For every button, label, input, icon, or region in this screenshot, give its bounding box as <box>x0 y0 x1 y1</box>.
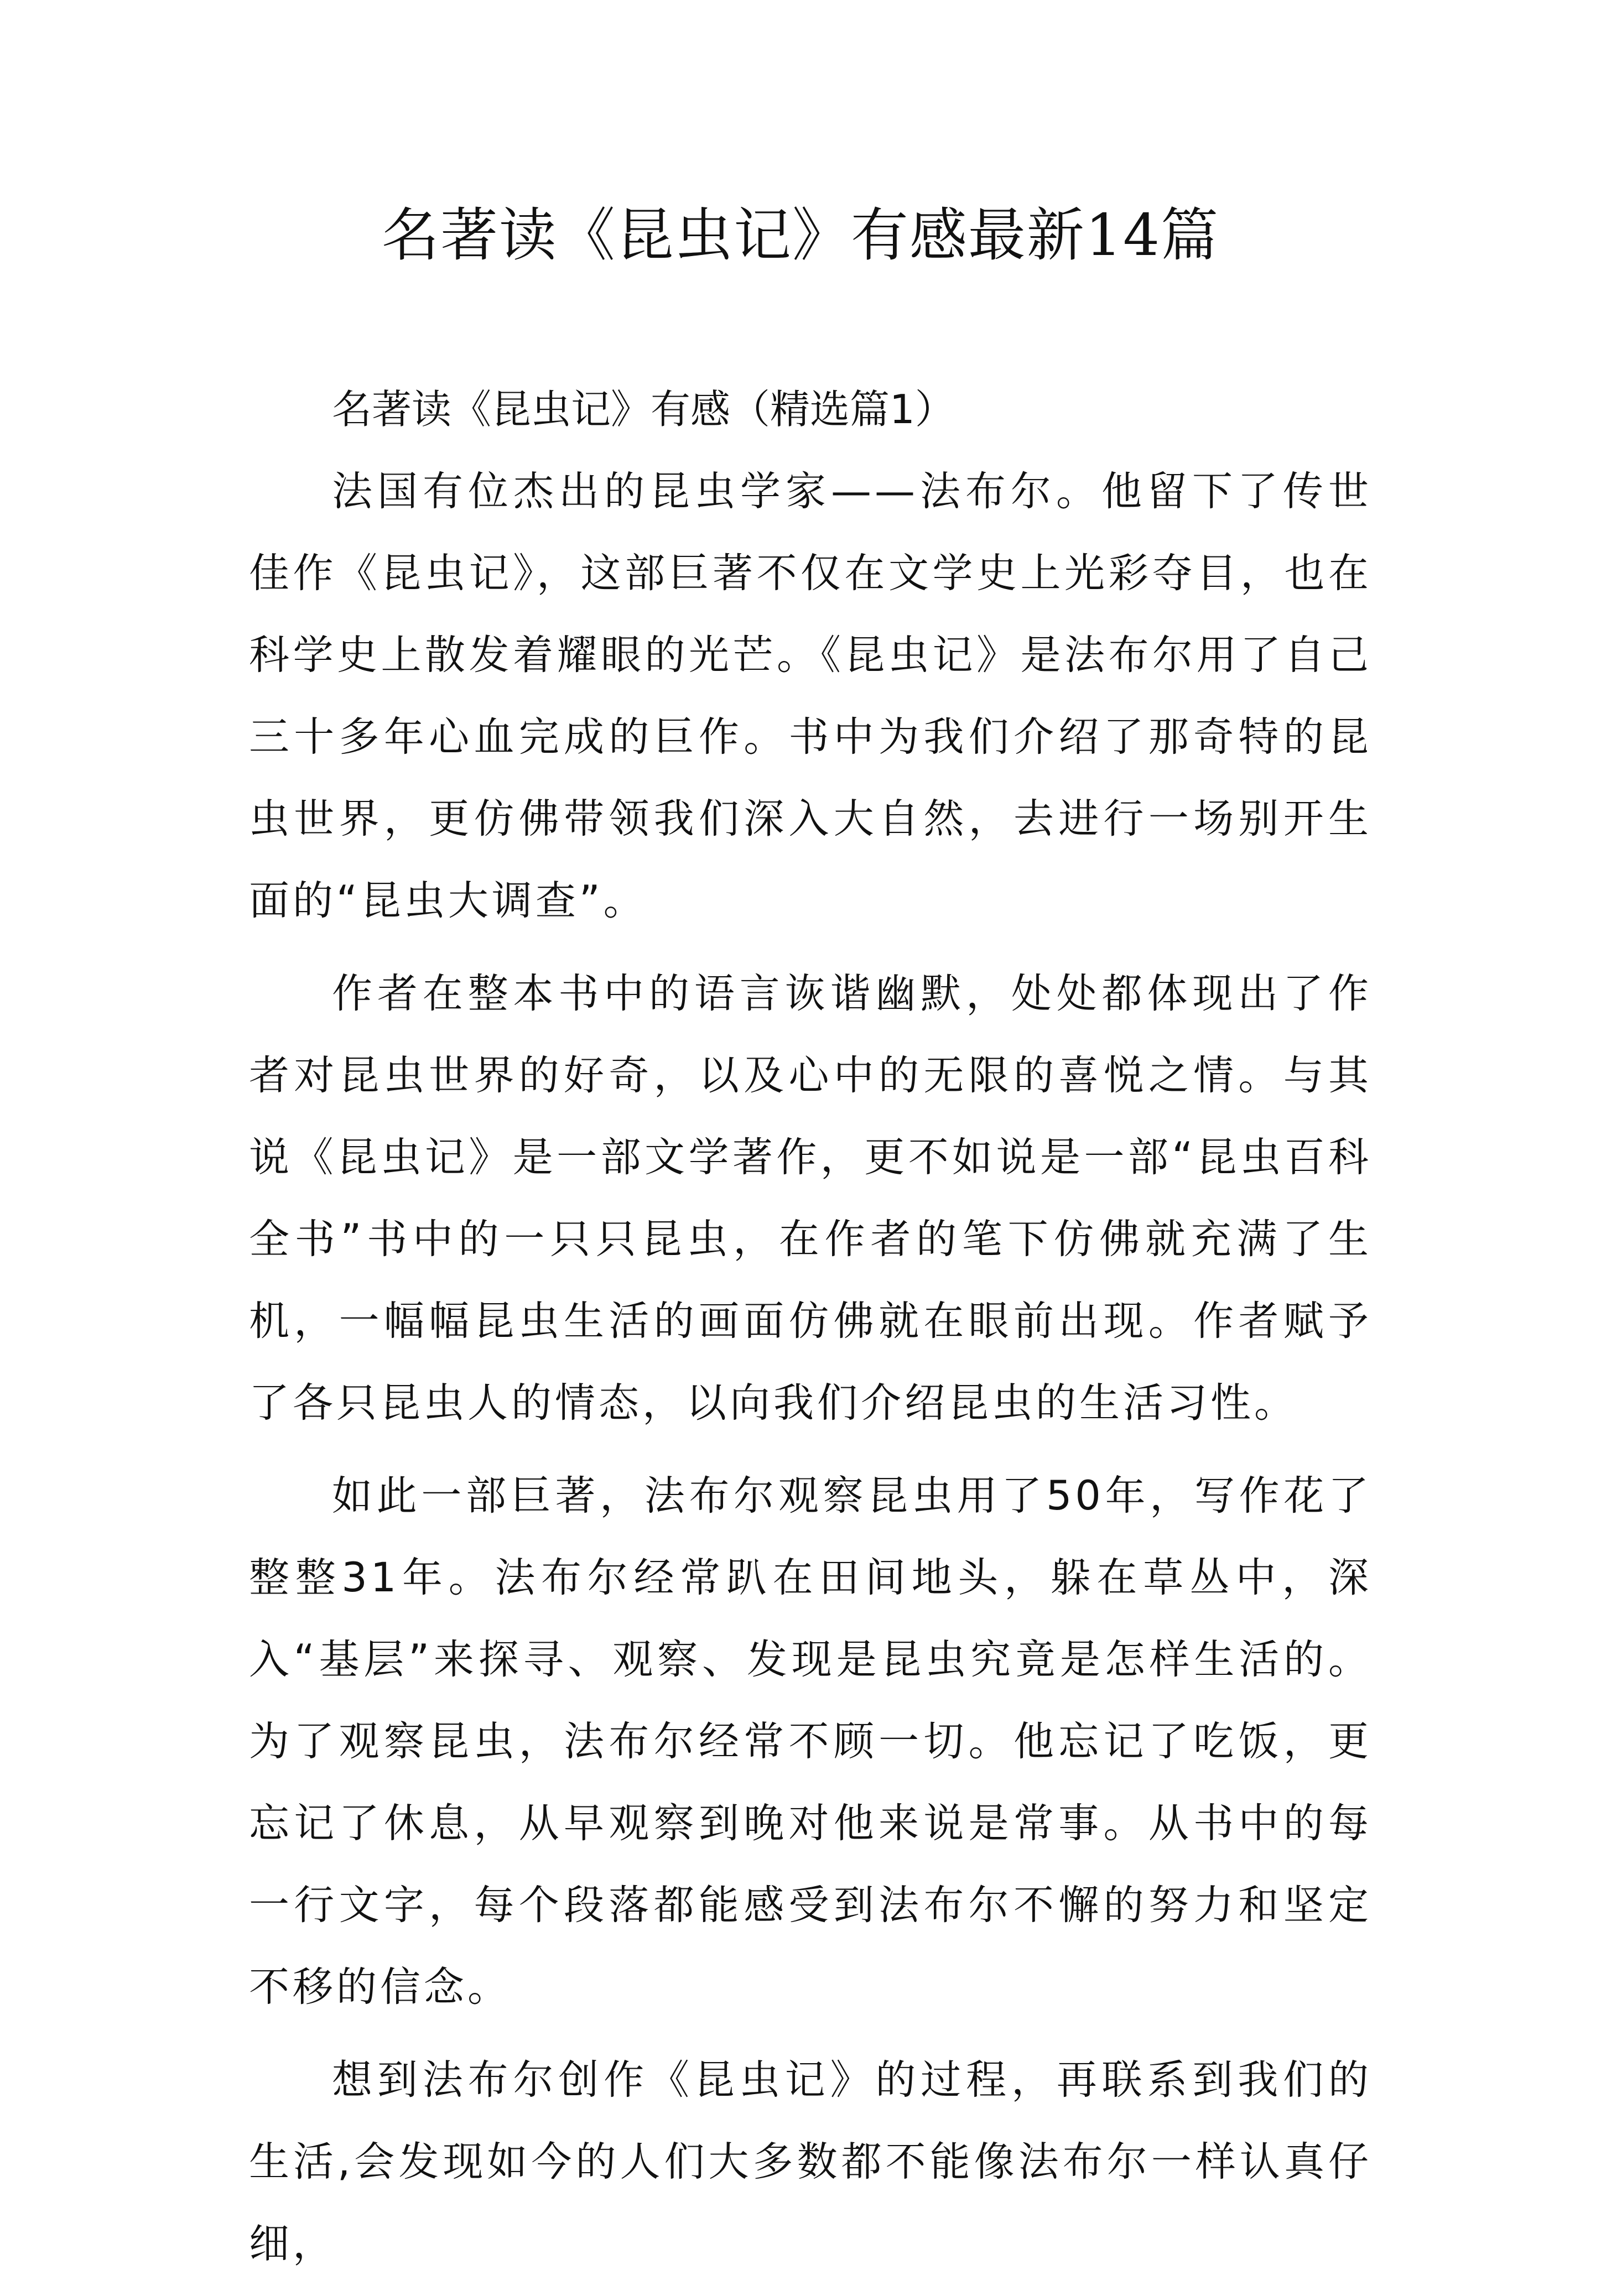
paragraph-1: 法国有位杰出的昆虫学家——法布尔。他留下了传世佳作《昆虫记》，这部巨著不仅在文学史上光彩夺目，也在科学史上散发着耀眼的光芒。《昆虫记》是法布尔用了自己三十多年心血完成的巨作。书中为我们介绍了那奇特的昆虫世界，更仿佛带领我们深入大自然，去进行一场别开生面的“昆虫大调查”。 <box>249 468 1372 924</box>
paragraph-3: 如此一部巨著，法布尔观察昆虫用了50年，写作花了整整31年。法布尔经常趴在田间地头，躲在草丛中，深入“基层”来探寻、观察、发现是昆虫究竟是怎样生活的。为了观察昆虫，法布尔经常不顾一切。他忘记了吃饭，更忘记了休息，从早观察到晚对他来说是常事。从书中的每一行文字，每个段落都能感受到法布尔不懈的努力和坚定不移的信念。 <box>249 1472 1372 2011</box>
body-text <box>249 451 1372 2296</box>
paragraph-4: 想到法布尔创作《昆虫记》的过程，再联系到我们的生活,会发现如今的人们大多数都不能像法布尔一样认真仔细， <box>249 2056 1372 2267</box>
document-title: 名著读《昆虫记》有感最新14篇 <box>381 201 1220 269</box>
section-heading: 名著读《昆虫记》有感（精选篇1） <box>332 386 955 433</box>
paragraph-2: 作者在整本书中的语言诙谐幽默，处处都体现出了作者对昆虫世界的好奇，以及心中的无限的喜悦之情。与其说《昆虫记》是一部文学著作，更不如说是一部“昆虫百科全书”书中的一只只昆虫，在作者的笔下仿佛就充满了生机，一幅幅昆虫生活的画面仿佛就在眼前出现。作者赋予了各只昆虫人的情态，以向我们介绍昆虫的生活习性。 <box>249 970 1372 1426</box>
